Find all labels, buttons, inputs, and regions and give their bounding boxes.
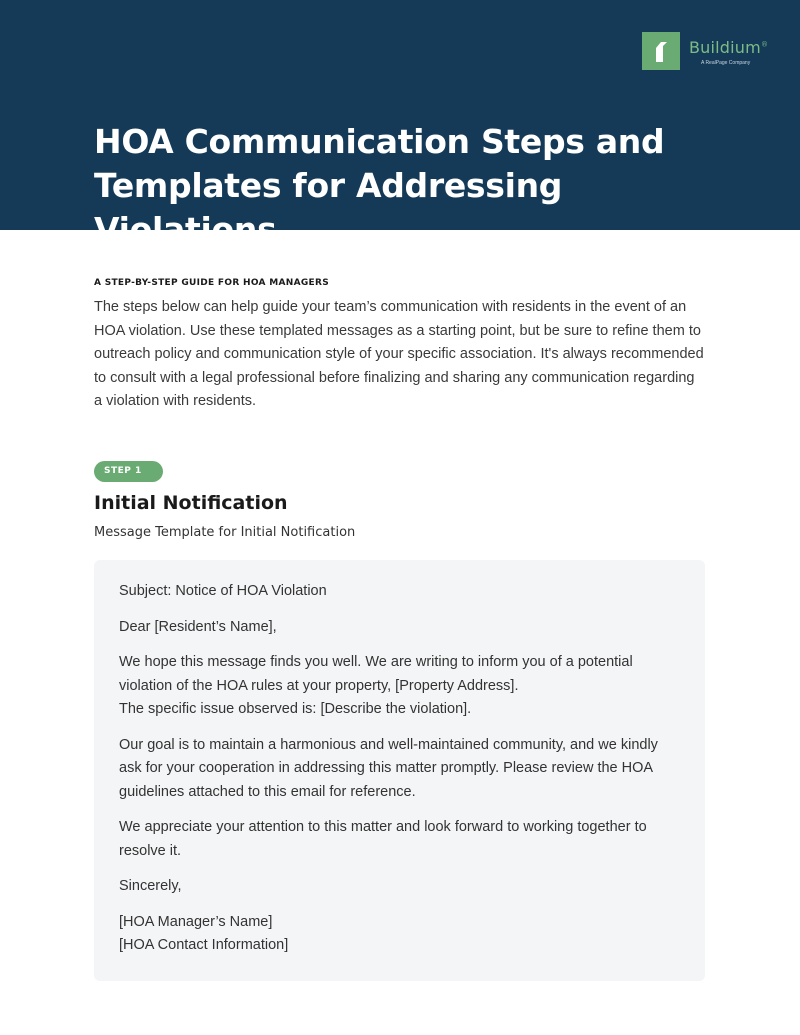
section-eyebrow: A STEP-BY-STEP GUIDE FOR HOA MANAGERS (94, 278, 330, 288)
template-subject: Subject: Notice of HOA Violation (119, 583, 327, 599)
template-paragraph-1-line-1: We hope this message finds you well. We are writing to inform you of a potential violation of the HOA rules at your property, [Property Address]. (119, 654, 633, 694)
page-header (0, 0, 800, 249)
step-badge: STEP 1 (94, 461, 163, 482)
template-signature-name: [HOA Manager’s Name] (119, 913, 273, 930)
logo-wordmark: Buildium® (689, 38, 769, 57)
page-title: HOA Communication Steps and Templates for Addressing Violations (94, 122, 665, 249)
template-signature (119, 911, 679, 958)
template-paragraph-1 (119, 651, 679, 722)
template-greeting: Dear [Resident’s Name], (119, 618, 277, 635)
template-closing: Sincerely, (119, 878, 182, 894)
logo-tagline: A RealPage Company (701, 60, 751, 66)
template-paragraph-1-line-2: The specific issue observed is: [Describe the violation]. (119, 701, 472, 717)
buildium-logo-mark-icon (642, 32, 680, 70)
message-template-box (94, 560, 705, 981)
step-title: Initial Notification (94, 492, 288, 514)
template-label: Message Template for Initial Notification (94, 525, 356, 540)
buildium-logo (642, 32, 772, 72)
template-paragraph-3: We appreciate your attention to this matter and look forward to working together to resolve it. (119, 819, 647, 859)
template-paragraph-2: Our goal is to maintain a harmonious and well-maintained community, and we kindly ask for your cooperation in addressing this matter promptly. Please review the HOA guidelines attached to this email for reference. (119, 736, 658, 800)
template-signature-contact: [HOA Contact Information] (119, 937, 289, 953)
message-template-body (119, 580, 679, 970)
intro-paragraph: The steps below can help guide your team’s communication with residents in the event of an HOA violation. Use these templated messages as a starting point, but be sure to refine them to outreach policy and communication style of your specific association. It's always recommended to consult with a legal professional before finalizing and sharing any communication regarding a violation with residents. (94, 299, 704, 409)
